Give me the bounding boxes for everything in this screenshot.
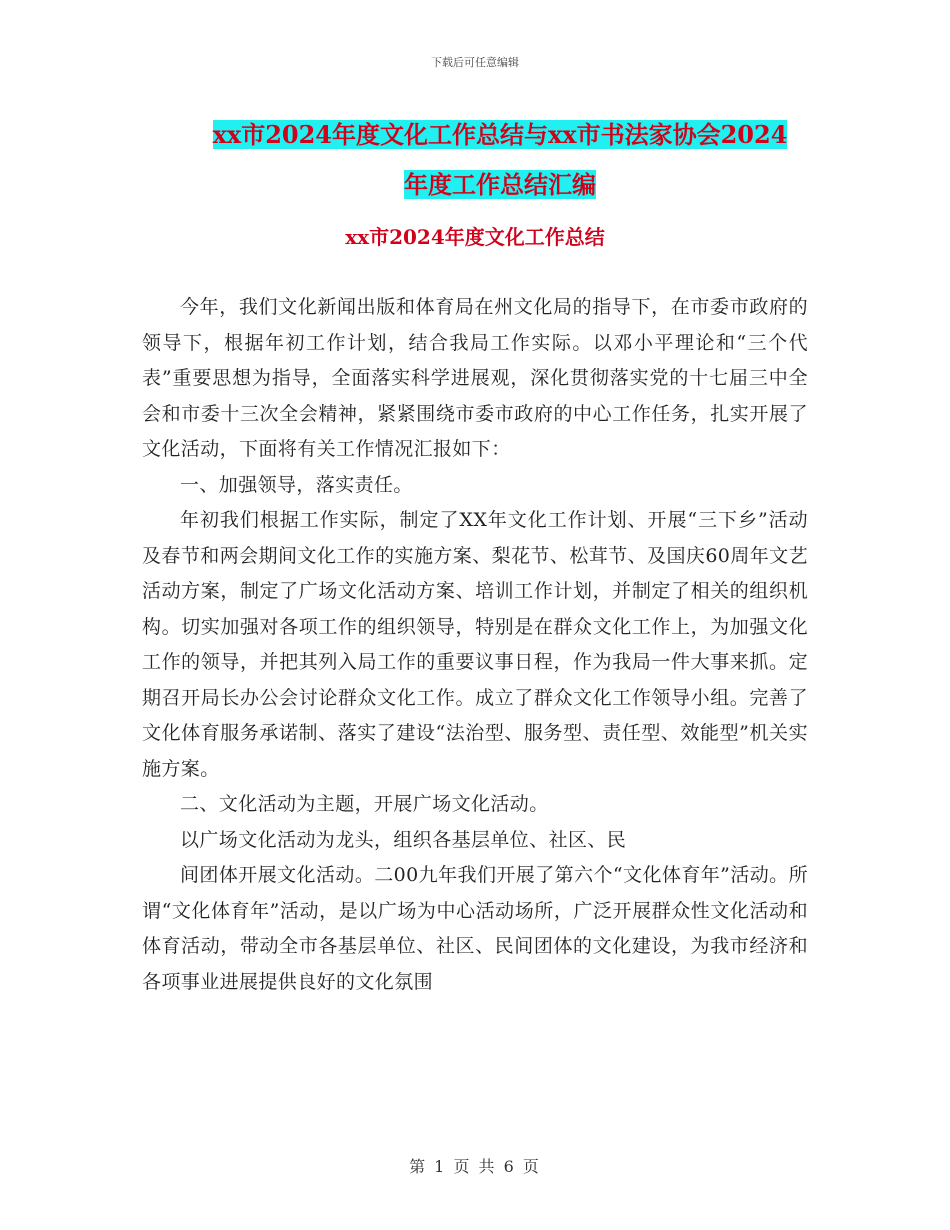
paragraph: 间团体开展文化活动。二00九年我们开展了第六个“文化体育年”活动。所谓“文化体育年”活动，是以广场为中心活动场所，广泛开展群众性文化活动和体育活动，带动全市各基层单位、社区、民间团体的文化建设，为我市经济和各项事业进展提供良好的文化氛围 [142, 864, 808, 993]
section-title: xx市2024年度文化工作总结 [345, 225, 605, 249]
heading-paragraph: 二、文化活动为主题，开展广场文化活动。 [180, 793, 549, 815]
document-title-line-2: 年度工作总结汇编 [404, 170, 596, 199]
paragraph: 年初我们根据工作实际，制定了XX年文化工作计划、开展“三下乡”活动及春节和两会期间文化工作的实施方案、梨花节、松茸节、及国庆60周年文艺活动方案，制定了广场文化活动方案、培训工作计划，并制定了相关的组织机构。切实加强对各项工作的组织领导，特别是在群众文化工作上，为加强文化工作的领导，并把其列入局工作的重要议事日程，作为我局一件大事来抓。定期召开局长办公会讨论群众文化工作。成立了群众文化工作领导小组。完善了文化体育服务承诺制、落实了建设“法治型、服务型、责任型、效能型”机关实施方案。 [142, 509, 808, 780]
body-text [142, 290, 808, 1000]
paragraph: 以广场文化活动为龙头，组织各基层单位、社区、民 [180, 828, 627, 851]
paragraph: 今年，我们文化新闻出版和体育局在州文化局的指导下，在市委市政府的领导下，根据年初工作计划，结合我局工作实际。以邓小平理论和“三个代表”重要思想为指导，全面落实科学进展观，深化贯彻落实党的十七届三中全会和市委十三次全会精神，紧紧围绕市委市政府的中心工作任务，扎实开展了文化活动，下面将有关工作情况汇报如下： [142, 296, 808, 460]
header-note: 下载后可任意编辑 [431, 56, 519, 69]
heading-paragraph: 一、加强领导，落实责任。 [180, 473, 413, 496]
page-footer: 第 1 页 共 6 页 [409, 1157, 541, 1176]
document-title [190, 110, 810, 210]
document-title-line-1: xx市2024年度文化工作总结与xx市书法家协会2024 [212, 120, 788, 149]
